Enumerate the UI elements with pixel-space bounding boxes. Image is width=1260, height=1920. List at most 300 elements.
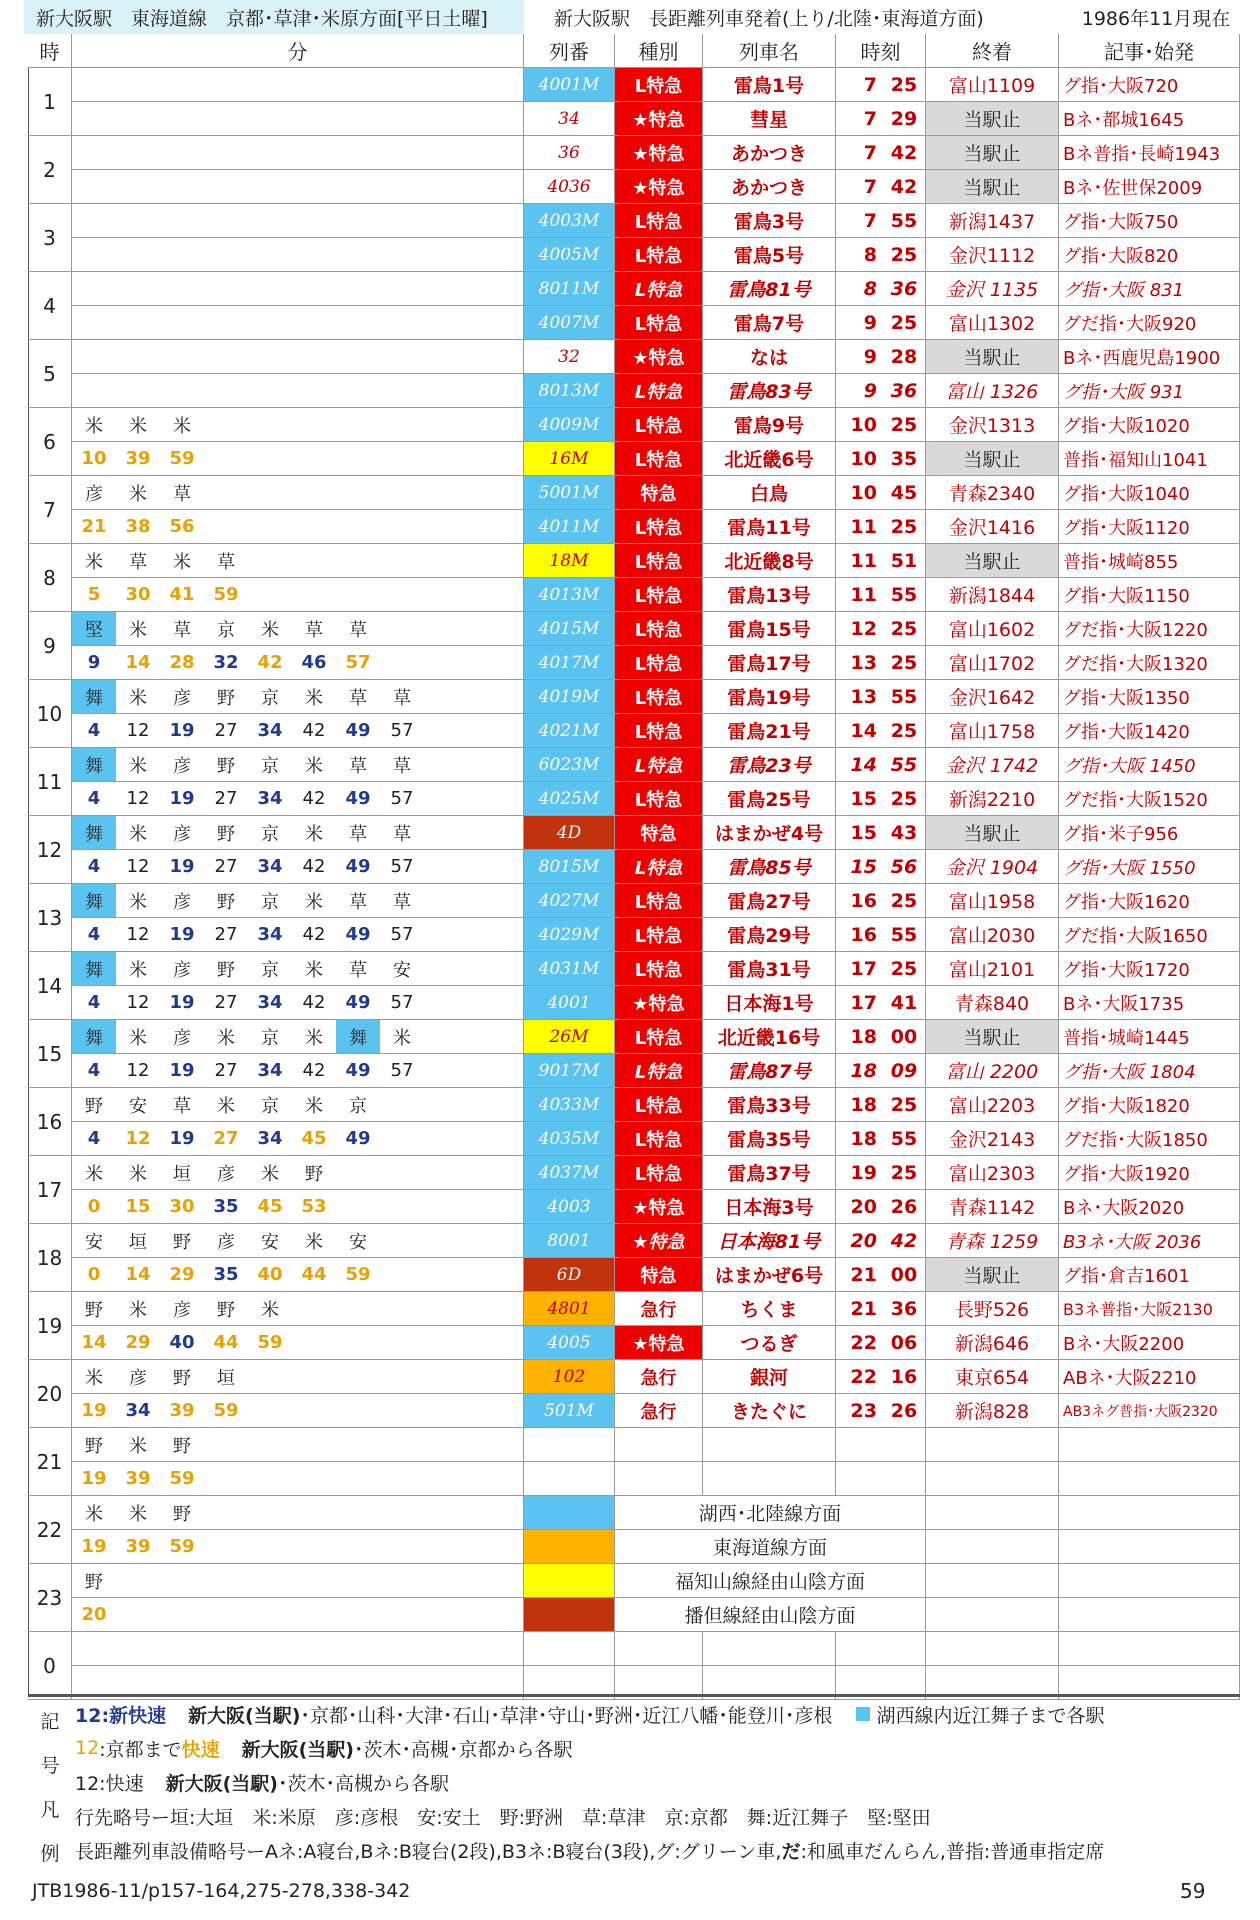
- empty-cell: [380, 1360, 424, 1394]
- empty-cell: [468, 544, 512, 578]
- empty-cell: [468, 1190, 512, 1224]
- departure-minute: 57: [336, 646, 380, 680]
- page-number: 59: [1180, 1879, 1206, 1903]
- empty-cell: [292, 476, 336, 510]
- notes-origin: グ指･倉吉1601: [1059, 1258, 1240, 1292]
- legend-station-here: 新大阪(当駅): [188, 1704, 301, 1727]
- time-minute: 25: [883, 510, 926, 544]
- departure-minute: 44: [292, 1258, 336, 1292]
- empty-cell: [424, 408, 468, 442]
- departure-minute: 4: [72, 918, 116, 952]
- train-name: 雷鳥11号: [703, 510, 836, 544]
- train-type: L特急: [615, 646, 703, 680]
- dest-abbr: 米: [292, 1020, 336, 1054]
- train-number: 34: [524, 102, 615, 136]
- terminal: 青森2340: [926, 476, 1059, 510]
- empty-cell: [468, 1326, 512, 1360]
- time-minute: 09: [883, 1054, 926, 1088]
- empty-cell: [248, 1394, 292, 1428]
- hour-label: 17: [28, 1156, 72, 1224]
- empty-cell: [512, 68, 524, 102]
- empty-cell: [424, 1122, 468, 1156]
- dest-abbr: 米: [292, 952, 336, 986]
- empty-cell: [248, 1428, 292, 1462]
- dest-abbr: 草: [160, 1088, 204, 1122]
- empty-cell: [512, 646, 524, 680]
- empty-cell: [468, 1632, 512, 1666]
- hour-label: 22: [28, 1496, 72, 1564]
- empty-cell: [116, 272, 160, 306]
- dest-abbr: 野: [204, 748, 248, 782]
- train-name: はまかぜ4号: [703, 816, 836, 850]
- empty-cell: [512, 816, 524, 850]
- empty-cell: [468, 782, 512, 816]
- empty-cell: [336, 1598, 380, 1632]
- empty-cell: [204, 238, 248, 272]
- empty-cell: [424, 1190, 468, 1224]
- departure-minute: 19: [160, 714, 204, 748]
- empty-cell: [424, 272, 468, 306]
- empty-cell: [512, 102, 524, 136]
- train-name: あかつき: [703, 136, 836, 170]
- hour-label: 14: [28, 952, 72, 1020]
- dest-abbr: 草: [160, 612, 204, 646]
- train-number: 4D: [524, 816, 615, 850]
- dest-abbr: 野: [204, 816, 248, 850]
- terminal: 青森1142: [926, 1190, 1059, 1224]
- departure-minute: 27: [204, 918, 248, 952]
- train-number: 32: [524, 340, 615, 374]
- empty-cell: [336, 408, 380, 442]
- empty-cell: [380, 1530, 424, 1564]
- notes-origin: AB3ネグ普指･大阪2320: [1059, 1394, 1240, 1428]
- dest-abbr: 彦: [160, 884, 204, 918]
- dest-abbr: 野: [204, 884, 248, 918]
- departure-minute: 15: [116, 1190, 160, 1224]
- empty-cell: [116, 238, 160, 272]
- empty-cell: [468, 578, 512, 612]
- time-minute: 42: [883, 1224, 926, 1258]
- train-name: 雷鳥3号: [703, 204, 836, 238]
- time-minute: 55: [883, 578, 926, 612]
- departure-minute: 10: [72, 442, 116, 476]
- terminal: 当駅止: [926, 102, 1059, 136]
- empty-cell: [204, 170, 248, 204]
- empty-cell: [926, 1530, 1059, 1564]
- time-hour: 18: [836, 1122, 883, 1156]
- dest-abbr: 彦: [160, 816, 204, 850]
- notes-origin: グ指･大阪1150: [1059, 578, 1240, 612]
- time-hour: 11: [836, 510, 883, 544]
- dest-abbr: 彦: [160, 748, 204, 782]
- terminal: 富山1602: [926, 612, 1059, 646]
- empty-cell: [424, 476, 468, 510]
- legend-facility-rest: :和風車だんらん,普指:普通車指定席: [800, 1840, 1105, 1863]
- empty-cell: [512, 272, 524, 306]
- train-number: 4015M: [524, 612, 615, 646]
- departure-minute: 27: [204, 1054, 248, 1088]
- empty-cell: [512, 442, 524, 476]
- legend-kosei-note: 湖西線内近江舞子まで各駅: [876, 1704, 1105, 1727]
- terminal: 金沢1642: [926, 680, 1059, 714]
- dest-abbr: 彦: [204, 1224, 248, 1258]
- train-number: 4013M: [524, 578, 615, 612]
- empty-cell: [248, 544, 292, 578]
- departure-minute: 59: [248, 1326, 292, 1360]
- dest-abbr: 垣: [160, 1156, 204, 1190]
- empty-cell: [512, 476, 524, 510]
- dest-abbr: 草: [336, 952, 380, 986]
- empty-cell: [468, 204, 512, 238]
- notes-origin: グだ指･大阪1520: [1059, 782, 1240, 816]
- time-minute: 55: [883, 748, 926, 782]
- time-minute: 25: [883, 238, 926, 272]
- time-hour: 11: [836, 544, 883, 578]
- train-type: L特急: [615, 1122, 703, 1156]
- notes-origin: 普指･城崎855: [1059, 544, 1240, 578]
- empty-cell: [292, 1462, 336, 1496]
- legend-title-char: 号: [40, 1754, 60, 1777]
- empty-cell: [248, 476, 292, 510]
- empty-cell: [424, 442, 468, 476]
- empty-cell: [424, 1292, 468, 1326]
- empty-cell: [1059, 1496, 1240, 1530]
- dest-abbr: 米: [292, 1088, 336, 1122]
- empty-cell: [468, 850, 512, 884]
- legend-title-char: 例: [40, 1842, 60, 1865]
- dest-abbr: 京: [248, 1020, 292, 1054]
- time-minute: 35: [883, 442, 926, 476]
- departure-minute: 42: [292, 918, 336, 952]
- notes-origin: Bネ普指･長崎1943: [1059, 136, 1240, 170]
- train-type: L特急: [615, 952, 703, 986]
- time-hour: 13: [836, 680, 883, 714]
- empty-cell: [380, 238, 424, 272]
- time-hour: 14: [836, 714, 883, 748]
- time-hour: 17: [836, 952, 883, 986]
- empty-cell: [116, 68, 160, 102]
- time-hour: 15: [836, 816, 883, 850]
- column-header-type: 種別: [615, 34, 703, 68]
- empty-cell: [926, 1496, 1059, 1530]
- terminal: 当駅止: [926, 136, 1059, 170]
- empty-cell: [512, 748, 524, 782]
- train-name: 北近畿6号: [703, 442, 836, 476]
- empty-cell: [72, 374, 116, 408]
- departure-minute: 19: [72, 1462, 116, 1496]
- terminal: 当駅止: [926, 544, 1059, 578]
- train-number: 4031M: [524, 952, 615, 986]
- departure-minute: 35: [204, 1190, 248, 1224]
- dest-abbr: 舞: [72, 680, 116, 714]
- departure-minute: 59: [160, 1462, 204, 1496]
- departure-minute: 12: [116, 1054, 160, 1088]
- empty-cell: [72, 170, 116, 204]
- departure-minute: 34: [248, 1054, 292, 1088]
- empty-cell: [424, 238, 468, 272]
- empty-cell: [380, 1394, 424, 1428]
- empty-cell: [468, 918, 512, 952]
- notes-origin: グ指･大阪750: [1059, 204, 1240, 238]
- empty-cell: [292, 238, 336, 272]
- empty-cell: [468, 714, 512, 748]
- departure-minute: 30: [116, 578, 160, 612]
- dest-abbr: 米: [116, 680, 160, 714]
- empty-cell: [292, 1394, 336, 1428]
- empty-cell: [424, 1088, 468, 1122]
- train-number: 4007M: [524, 306, 615, 340]
- empty-cell: [292, 374, 336, 408]
- train-name: 雷鳥83号: [703, 374, 836, 408]
- empty-cell: [424, 850, 468, 884]
- train-name: 雷鳥33号: [703, 1088, 836, 1122]
- departure-minute: 42: [248, 646, 292, 680]
- empty-cell: [424, 612, 468, 646]
- train-name: 雷鳥31号: [703, 952, 836, 986]
- empty-cell: [703, 1632, 836, 1666]
- hour-label: 3: [28, 204, 72, 272]
- column-header-min: 分: [72, 34, 524, 68]
- empty-cell: [468, 646, 512, 680]
- column-header-code: 列番: [524, 34, 615, 68]
- dest-abbr: 米: [292, 680, 336, 714]
- departure-minute: 29: [160, 1258, 204, 1292]
- empty-cell: [72, 306, 116, 340]
- empty-cell: [248, 442, 292, 476]
- empty-cell: [336, 1462, 380, 1496]
- time-hour: 20: [836, 1224, 883, 1258]
- empty-cell: [615, 1462, 703, 1496]
- empty-cell: [512, 306, 524, 340]
- empty-cell: [292, 1496, 336, 1530]
- empty-cell: [248, 340, 292, 374]
- empty-cell: [336, 578, 380, 612]
- departure-minute: 53: [292, 1190, 336, 1224]
- empty-cell: [204, 1598, 248, 1632]
- empty-cell: [1059, 1462, 1240, 1496]
- empty-cell: [292, 1428, 336, 1462]
- train-number: 8001: [524, 1224, 615, 1258]
- empty-cell: [336, 374, 380, 408]
- train-number: 4009M: [524, 408, 615, 442]
- empty-cell: [248, 374, 292, 408]
- train-number: 4027M: [524, 884, 615, 918]
- departure-minute: 34: [248, 850, 292, 884]
- train-type: L特急: [615, 714, 703, 748]
- empty-cell: [160, 238, 204, 272]
- time-minute: 55: [883, 1122, 926, 1156]
- empty-cell: [248, 408, 292, 442]
- train-type: 急行: [615, 1360, 703, 1394]
- terminal: 金沢 1904: [926, 850, 1059, 884]
- empty-cell: [926, 1632, 1059, 1666]
- departure-minute: 40: [160, 1326, 204, 1360]
- empty-cell: [204, 306, 248, 340]
- time-minute: 42: [883, 136, 926, 170]
- dest-abbr: 京: [248, 680, 292, 714]
- dest-abbr: 彦: [160, 1020, 204, 1054]
- empty-cell: [468, 1564, 512, 1598]
- empty-cell: [424, 544, 468, 578]
- departure-minute: 57: [380, 986, 424, 1020]
- empty-cell: [512, 884, 524, 918]
- column-header-time: 時刻: [836, 34, 926, 68]
- empty-cell: [512, 578, 524, 612]
- time-minute: 25: [883, 646, 926, 680]
- train-number: 4033M: [524, 1088, 615, 1122]
- train-name: 雷鳥1号: [703, 68, 836, 102]
- train-name: 雷鳥7号: [703, 306, 836, 340]
- empty-cell: [512, 1258, 524, 1292]
- departure-minute: 45: [248, 1190, 292, 1224]
- empty-cell: [468, 1224, 512, 1258]
- empty-cell: [72, 136, 116, 170]
- hour-label: 23: [28, 1564, 72, 1632]
- dest-abbr: 米: [292, 884, 336, 918]
- departure-minute: 4: [72, 1054, 116, 1088]
- terminal: 金沢 1742: [926, 748, 1059, 782]
- train-type: L特急: [615, 850, 703, 884]
- time-minute: 25: [883, 68, 926, 102]
- dest-abbr: 米: [380, 1020, 424, 1054]
- empty-cell: [424, 1496, 468, 1530]
- train-name: 白鳥: [703, 476, 836, 510]
- empty-cell: [468, 612, 512, 646]
- empty-cell: [380, 102, 424, 136]
- empty-cell: [512, 170, 524, 204]
- terminal: 金沢 1135: [926, 272, 1059, 306]
- empty-cell: [836, 1462, 883, 1496]
- hour-label: 6: [28, 408, 72, 476]
- notes-origin: グ指･大阪 931: [1059, 374, 1240, 408]
- empty-cell: [512, 1462, 524, 1496]
- empty-cell: [380, 374, 424, 408]
- departure-minute: 56: [160, 510, 204, 544]
- empty-cell: [424, 578, 468, 612]
- empty-cell: [512, 1632, 524, 1666]
- time-minute: 00: [883, 1020, 926, 1054]
- empty-cell: [380, 340, 424, 374]
- train-type: L特急: [615, 544, 703, 578]
- train-type: L特急: [615, 1156, 703, 1190]
- empty-cell: [836, 1428, 883, 1462]
- train-type: ★特急: [615, 102, 703, 136]
- train-type: ★特急: [615, 986, 703, 1020]
- departure-minute: 4: [72, 850, 116, 884]
- legend-row-facility: [75, 1833, 1104, 1867]
- train-name: 雷鳥5号: [703, 238, 836, 272]
- empty-cell: [424, 1326, 468, 1360]
- train-type: ★特急: [615, 1326, 703, 1360]
- train-name: 雷鳥81号: [703, 272, 836, 306]
- dest-abbr: 京: [248, 748, 292, 782]
- train-number: 4003M: [524, 204, 615, 238]
- terminal: 新潟646: [926, 1326, 1059, 1360]
- time-minute: 25: [883, 952, 926, 986]
- dest-abbr: 舞: [72, 884, 116, 918]
- empty-cell: [160, 1598, 204, 1632]
- dest-abbr: 彦: [204, 1156, 248, 1190]
- departure-minute: 12: [116, 918, 160, 952]
- train-type: L特急: [615, 374, 703, 408]
- empty-cell: [512, 408, 524, 442]
- empty-cell: [380, 1122, 424, 1156]
- empty-cell: [336, 170, 380, 204]
- time-minute: 36: [883, 374, 926, 408]
- legend-facility: 長距離列車設備略号ーAネ:A寝台,Bネ:B寝台(2段),B3ネ:B寝台(3段),グ:グリーン車,: [75, 1840, 782, 1863]
- empty-cell: [292, 578, 336, 612]
- hour-label: 1: [28, 68, 72, 136]
- departure-minute: 12: [116, 714, 160, 748]
- departure-minute: 34: [248, 782, 292, 816]
- empty-cell: [424, 748, 468, 782]
- empty-cell: [292, 272, 336, 306]
- train-number: 4005M: [524, 238, 615, 272]
- empty-cell: [336, 1292, 380, 1326]
- departure-minute: 57: [380, 714, 424, 748]
- train-type: L特急: [615, 204, 703, 238]
- empty-cell: [116, 204, 160, 238]
- empty-cell: [524, 1428, 615, 1462]
- time-hour: 14: [836, 748, 883, 782]
- train-type: L特急: [615, 510, 703, 544]
- empty-cell: [512, 1020, 524, 1054]
- departure-minute: 19: [160, 1122, 204, 1156]
- empty-cell: [468, 272, 512, 306]
- empty-cell: [380, 1598, 424, 1632]
- dest-abbr: 彦: [160, 1292, 204, 1326]
- empty-cell: [424, 1360, 468, 1394]
- train-number: 4005: [524, 1326, 615, 1360]
- departure-minute: 19: [160, 1054, 204, 1088]
- time-hour: 13: [836, 646, 883, 680]
- legend-text: :京都まで: [99, 1738, 182, 1761]
- empty-cell: [468, 374, 512, 408]
- departure-minute: 19: [160, 986, 204, 1020]
- terminal: 富山1958: [926, 884, 1059, 918]
- empty-cell: [512, 1496, 524, 1530]
- empty-cell: [204, 102, 248, 136]
- hour-label: 8: [28, 544, 72, 612]
- dest-abbr: 草: [380, 884, 424, 918]
- train-number: 6D: [524, 1258, 615, 1292]
- departure-minute: 39: [116, 442, 160, 476]
- hour-label: 19: [28, 1292, 72, 1360]
- time-minute: 55: [883, 680, 926, 714]
- terminal: 東京654: [926, 1360, 1059, 1394]
- time-minute: 41: [883, 986, 926, 1020]
- dest-abbr: 安: [116, 1088, 160, 1122]
- empty-cell: [703, 1428, 836, 1462]
- time-hour: 8: [836, 238, 883, 272]
- train-type: 特急: [615, 1258, 703, 1292]
- empty-cell: [424, 374, 468, 408]
- empty-cell: [468, 1020, 512, 1054]
- dest-abbr: 舞: [72, 748, 116, 782]
- departure-minute: 12: [116, 782, 160, 816]
- legend-row-kaisoku: [75, 1765, 449, 1799]
- dest-abbr: 野: [204, 952, 248, 986]
- departure-minute: 29: [116, 1326, 160, 1360]
- time-hour: 15: [836, 782, 883, 816]
- empty-cell: [292, 136, 336, 170]
- time-minute: 55: [883, 918, 926, 952]
- legend-stops: ･京都･山科･大津･石山･草津･守山･野洲･近江八幡･能登川･彦根: [300, 1704, 833, 1727]
- empty-cell: [1059, 1530, 1240, 1564]
- empty-cell: [204, 340, 248, 374]
- empty-cell: [468, 1088, 512, 1122]
- time-hour: 22: [836, 1360, 883, 1394]
